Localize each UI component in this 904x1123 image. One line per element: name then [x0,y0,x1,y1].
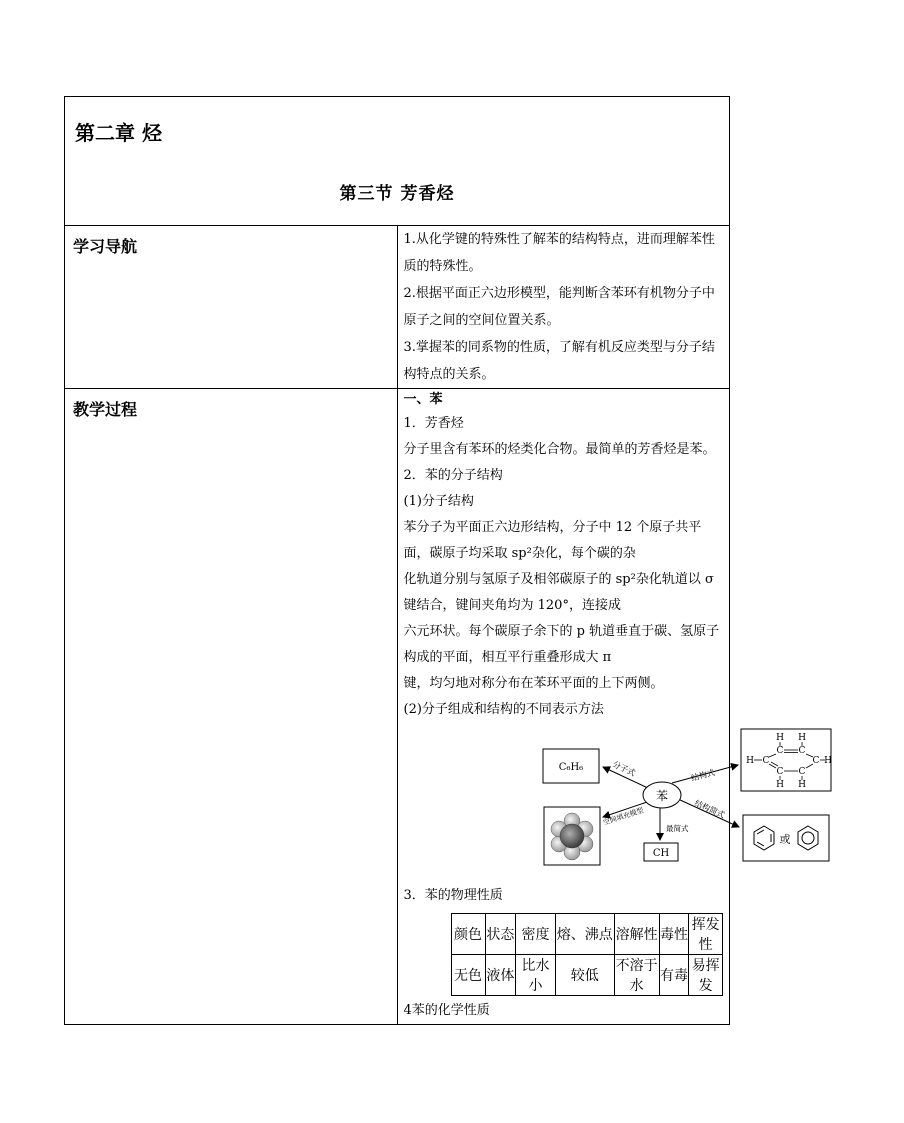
table-cell: 较低 [555,955,614,996]
struct-line-3: 六元环状。每个碳原子余下的 p 轨道垂直于碳、氢原子构成的平面，相互平行重叠形成大 π [403,624,720,665]
struct-line-4: 键，均匀地对称分布在苯环平面的上下两侧。 [403,676,664,691]
molecular-formula: C₆H₆ [558,762,583,773]
guide-content [397,226,730,389]
atom-c-5: C [776,767,783,777]
lesson-table [64,96,832,1025]
def-aromatic: 分子里含有苯环的烃类化合物。最简单的芳香烃是苯。 [403,442,716,457]
center-label: 苯 [655,789,668,803]
table-cell: 状态 [485,914,516,955]
benzene-representation-diagram [404,725,832,885]
table-cell: 比水小 [516,955,556,996]
physical-properties-table [451,913,724,996]
table-cell: 有毒 [659,955,689,996]
atom-h-1: H [775,733,784,743]
sub-physical: 3．苯的物理性质 [403,888,503,903]
label-simplified: 结构简式 [692,798,726,820]
table-cell: 不溶于水 [614,955,659,996]
diagram-svg [404,725,904,885]
atom-h-4: H [823,756,832,766]
guide-item-3: 3.掌握苯的同系物的性质，了解有机反应类型与分子结构特点的关系。 [403,340,715,382]
atom-c-3: C [762,756,769,766]
sub-chemical: 4苯的化学性质 [403,1003,490,1018]
table-cell: 熔、沸点 [555,914,614,955]
table-cell: 溶解性 [614,914,659,955]
table-cell: 易挥发 [689,955,723,996]
atom-h-3: H [745,756,754,766]
table-header-row [451,914,723,955]
table-cell: 毒性 [659,914,689,955]
atom-c-2: C [798,746,805,756]
sub-structure-a: (1)分子结构 [403,494,474,509]
atom-c-6: C [798,767,805,777]
heading-benzene: 一、苯 [403,392,443,407]
label-molecular: 分子式 [610,759,637,778]
chapter-title: 第二章 烃 [75,121,162,145]
atom-c-1: C [776,746,783,756]
or-label: 或 [779,833,790,846]
table-cell: 液体 [485,955,516,996]
sub-structure-b: (2)分子组成和结构的不同表示方法 [403,702,604,717]
atom-c-4: C [812,756,819,766]
simplest-formula: CH [652,848,669,859]
struct-line-1: 苯分子为平面正六边形结构，分子中 12 个原子共平面，碳原子均采取 sp²杂化，每个碳的杂 [403,520,702,561]
table-cell: 颜色 [451,914,485,955]
struct-line-2: 化轨道分别与氢原子及相邻碳原子的 sp²杂化轨道以 σ 键结合，键间夹角均为 120°，连接成 [403,572,714,613]
section-title: 第三节 芳香烃 [339,184,455,204]
atom-h-6: H [797,780,806,790]
sub-aromatic: 1．芳香烃 [403,416,464,431]
sub-structure: 2．苯的分子结构 [403,468,503,483]
atom-h-2: H [797,733,806,743]
table-cell: 挥发性 [689,914,723,955]
atom-h-5: H [775,780,784,790]
label-simplest: 最简式 [665,824,688,833]
guide-item-1: 1.从化学键的特殊性了解苯的结构特点，进而理解苯性质的特殊性。 [403,232,715,274]
label-space-model: 空间填充模型 [601,806,645,827]
guide-item-2: 2.根据平面正六边形模型，能判断含苯环有机物分子中原子之间的空间位置关系。 [403,286,715,328]
guide-label: 学习导航 [65,226,398,389]
table-cell: 密度 [516,914,556,955]
table-row [451,955,723,996]
label-structural: 结构式 [689,768,716,783]
table-cell: 无色 [451,955,485,996]
process-label: 教学过程 [65,389,398,1025]
process-content [397,389,832,1025]
header-cell [65,97,730,226]
